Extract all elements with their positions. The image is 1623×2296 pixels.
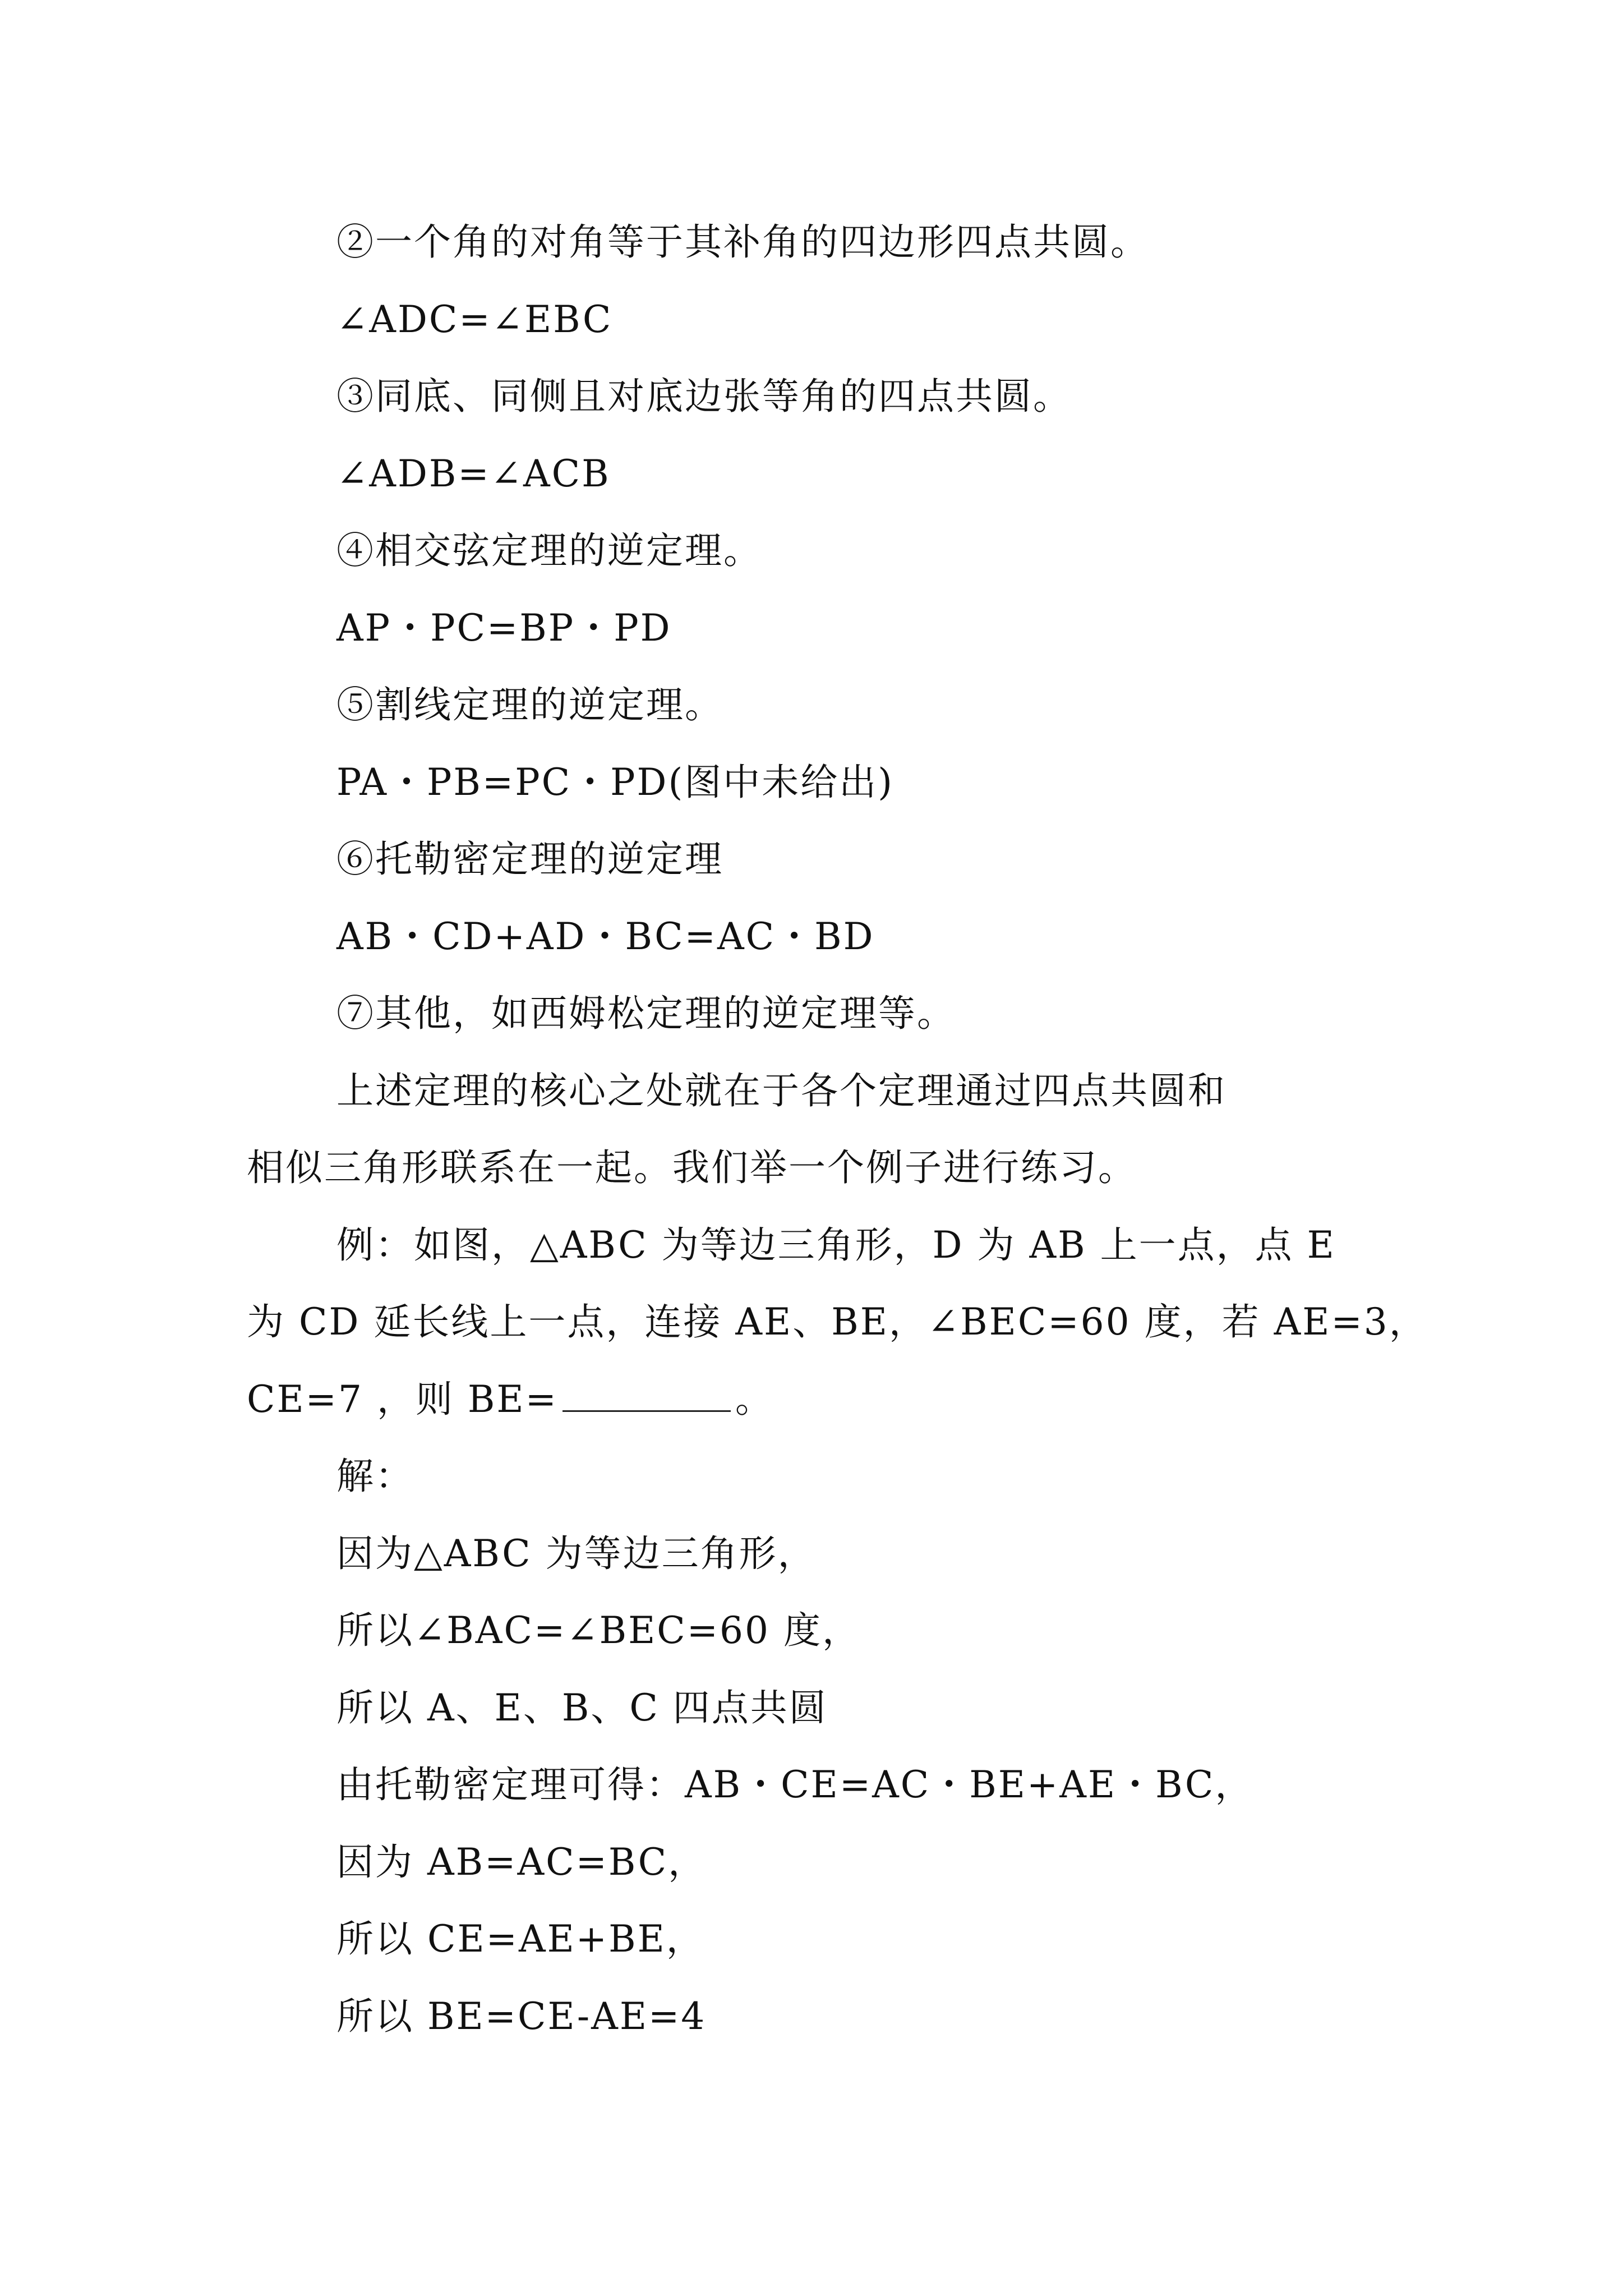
theorem-6-text: ⑥托勒密定理的逆定理 <box>336 838 723 881</box>
solution-step-3: 所以 A、E、B、C 四点共圆 <box>336 1686 828 1729</box>
solution-step-4: 由托勒密定理可得：AB・CE=AC・BE+AE・BC， <box>336 1763 1254 1806</box>
theorem-2-formula: ∠ADC=∠EBC <box>336 298 613 341</box>
theorem-4-text: ④相交弦定理的逆定理。 <box>336 529 762 572</box>
example-question-end: 。 <box>735 1378 774 1421</box>
theorem-2-text: ②一个角的对角等于其补角的四边形四点共圆。 <box>336 220 1149 264</box>
example-line-3 <box>247 1377 774 1422</box>
theorem-7-text: ⑦其他，如西姆松定理的逆定理等。 <box>336 992 956 1035</box>
theorem-5-formula: PA・PB=PC・PD(图中未给出) <box>336 761 894 804</box>
theorem-6-formula: AB・CD+AD・BC=AC・BD <box>336 915 875 958</box>
summary-line-1: 上述定理的核心之处就在于各个定理通过四点共圆和 <box>336 1069 1227 1112</box>
solution-step-7: 所以 BE=CE-AE=4 <box>336 1995 707 2038</box>
solution-step-6: 所以 CE=AE+BE， <box>336 1917 705 1961</box>
theorem-3-formula: ∠ADB=∠ACB <box>336 452 611 495</box>
example-question-text: CE=7 ，则 BE= <box>247 1378 558 1421</box>
solution-step-2: 所以∠BAC=∠BEC=60 度， <box>336 1609 861 1652</box>
solution-step-1: 因为△ABC 为等边三角形， <box>336 1532 817 1575</box>
example-line-2: 为 CD 延长线上一点，连接 AE、BE，∠BEC=60 度，若 AE=3， <box>247 1300 1428 1343</box>
solution-step-5: 因为 AB=AC=BC， <box>336 1841 707 1884</box>
answer-blank <box>562 1379 731 1412</box>
summary-line-2: 相似三角形联系在一起。我们举一个例子进行练习。 <box>247 1146 1137 1189</box>
theorem-5-text: ⑤割线定理的逆定理。 <box>336 683 723 726</box>
theorem-3-text: ③同底、同侧且对底边张等角的四点共圆。 <box>336 375 1072 418</box>
solution-heading: 解： <box>336 1455 414 1498</box>
theorem-4-formula: AP・PC=BP・PD <box>336 606 672 650</box>
example-line-1: 例：如图，△ABC 为等边三角形，D 为 AB 上一点，点 E <box>336 1223 1336 1267</box>
